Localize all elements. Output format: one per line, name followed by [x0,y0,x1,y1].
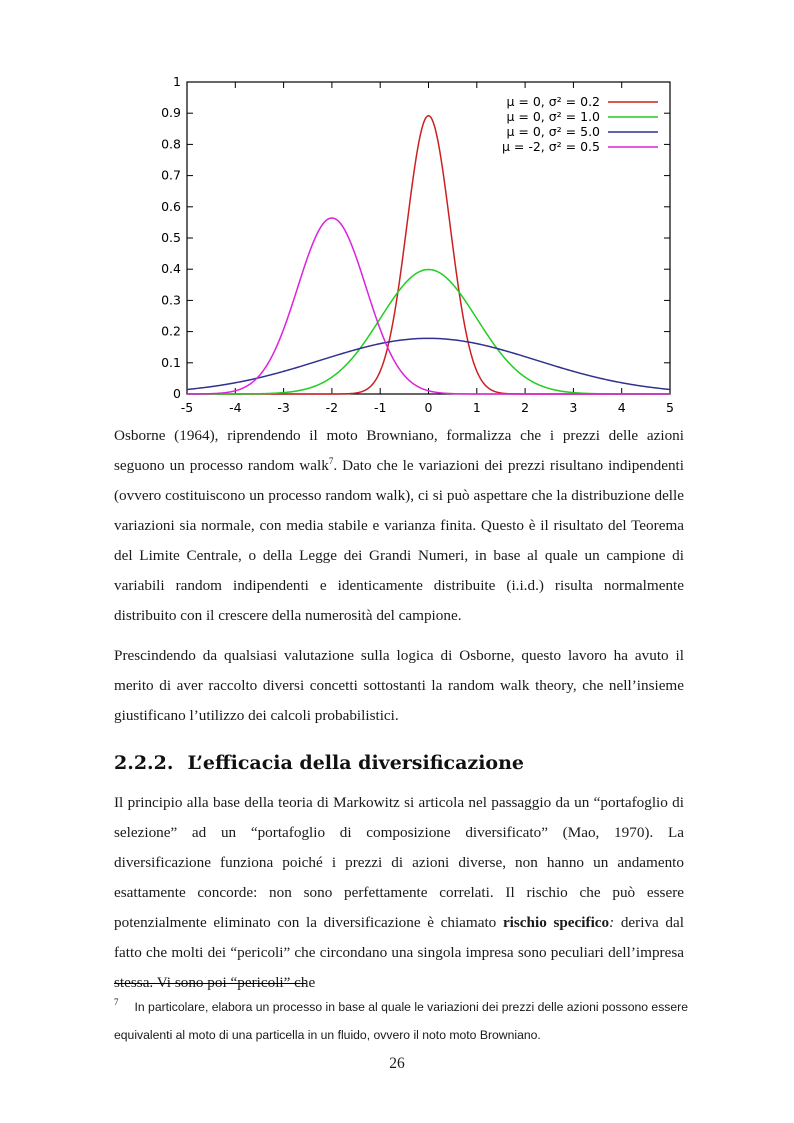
legend-label: μ = 0, σ² = 1.0 [506,109,600,124]
section-title: L’efficacia della diversificazione [187,752,524,774]
y-tick-label: 1 [173,74,181,89]
section-heading [114,752,714,774]
series-line [187,116,670,394]
paragraph3-text-a: Il principio alla base della teoria di Markowitz si articola nel passaggio da un “portafoglio di selezione” ad un “portafoglio di composizione diversificato” (Mao, 1970). La diversificazione funziona poiché i prezzi di azioni diverse, non hanno un andamento esattamente concorde: non sono perfettamente correlati. Il rischio che può essere potenzialmente eliminato con la diversificazione è chiamato [114,794,684,931]
legend-label: μ = 0, σ² = 5.0 [506,124,600,139]
y-tick-label: 0.9 [161,105,181,121]
x-tick-label: 3 [569,400,578,415]
x-tick-label: -5 [180,400,194,415]
series-line [187,338,670,389]
series-line [187,218,670,394]
y-tick-label: 0.5 [161,230,181,245]
paragraph1-text-a: Osborne (1964), riprendendo il moto Browniano, formalizza che i prezzi delle azioni seguono un processo random walk [114,427,684,474]
normal-distribution-chart [160,72,690,417]
y-tick-label: 0 [173,386,181,401]
x-tick-label: 1 [472,400,481,415]
paragraph3-text-b: deriva dal fatto che molti dei “pericoli” che circondano una singola impresa sono peculiari dell’impresa stessa. Vi sono poi “pericoli” che [114,914,684,991]
y-tick-label: 0.1 [161,354,181,370]
x-tick-label: 2 [521,400,530,415]
chart-legend [502,94,658,154]
x-tick-label: -4 [229,400,242,415]
y-tick-label: 0.2 [161,323,181,339]
x-tick-label: 0 [424,400,433,415]
paragraph1-text-b: . Dato che le variazioni dei prezzi risultano indipendenti (ovvero costituiscono un processo random walk), ci si può aspettare che la distribuzione delle variazioni sia normale, con media stabile e varianza finita. Questo è il risultato del Teorema del Limite Centrale, o della Legge dei Grandi Numeri, in base al quale un campione di variabili random indipendenti e identicamente distribuite (i.i.d.) risulta normalmente distribuito con il crescere della numerosità del campione. [114,457,684,624]
footnote [114,988,694,1049]
section-number: 2.2.2. [114,752,174,774]
x-tick-label: -1 [373,400,387,415]
paragraph-osborne [114,421,684,631]
footnote-text: In particolare, elabora un processo in base al quale le variazioni dei prezzi delle azioni possono essere equivalenti al moto di una particella in un fluido, ovvero il noto moto Browniano. [114,1000,689,1042]
x-tick-label: 4 [617,400,626,415]
y-tick-label: 0.4 [161,261,181,277]
x-tick-label: -3 [277,400,290,415]
paragraph3-colon: : [609,914,615,931]
footnote-reference[interactable]: 7 [328,455,334,466]
page-number: 26 [389,1055,405,1072]
footnote-separator [114,983,306,984]
legend-label: μ = -2, σ² = 0.5 [501,139,600,154]
y-tick-label: 0.7 [161,167,181,183]
paragraph-prescindendo: Prescindendo da qualsiasi valutazione sulla logica di Osborne, questo lavoro ha avuto il merito di aver raccolto diversi concetti sottostanti la random walk theory, che nell’insieme giustificano l’utilizzo dei calcoli probabilistici. [114,647,684,724]
y-tick-label: 0.6 [161,198,181,214]
legend-label: μ = 0, σ² = 0.2 [506,94,600,109]
y-tick-label: 0.3 [161,292,181,308]
x-tick-label: -2 [325,400,339,415]
y-tick-label: 0.8 [161,136,181,152]
series-curves [187,116,670,394]
x-tick-label: 5 [666,400,674,415]
rischio-specifico-term: rischio specifico [502,914,610,931]
paragraph-markowitz [114,788,684,998]
footnote-mark: 7 [114,997,119,1007]
